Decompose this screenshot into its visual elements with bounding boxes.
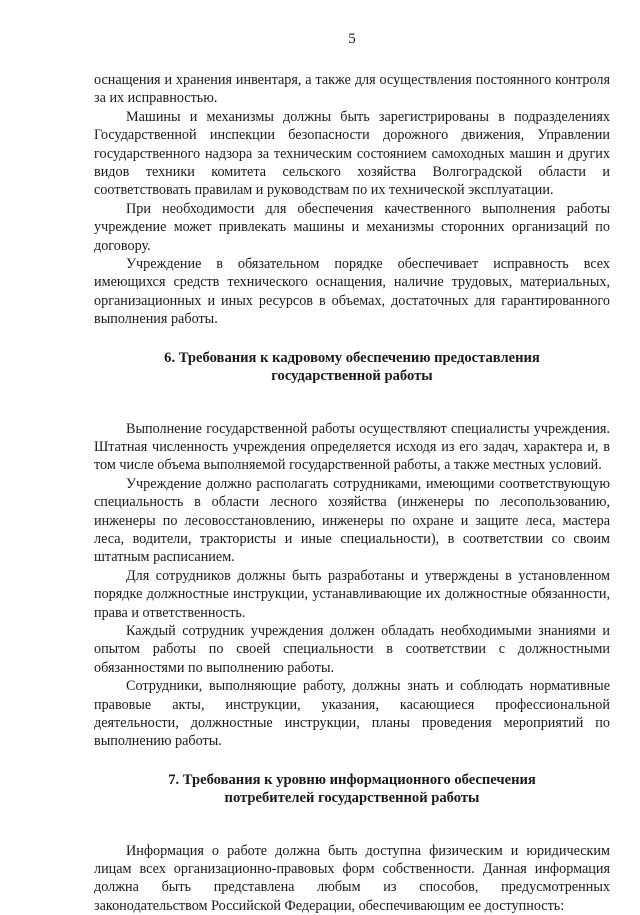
section-7-heading: 7. Требования к уровню информационного обеспечения потребителей государственной работы [168, 771, 536, 807]
document-body [94, 71, 610, 915]
paragraph: Учреждение должно располагать сотрудниками, имеющими соответствующую специальность в области лесного хозяйства (инженеры по лесопользованию, инженеры по лесовосстановлению, инженеры по охране и защите леса, мастера леса, водители, трактористы и иные специальности), в соответствии со своим штатным расписанием. [94, 475, 610, 566]
paragraph: При необходимости для обеспечения качественного выполнения работы учреждение может привлекать машины и механизмы сторонних организаций по договору. [94, 200, 610, 254]
paragraph: Каждый сотрудник учреждения должен обладать необходимыми знаниями и опытом работы по своей специальности в соответствии с должностными обязанностями по выполнению работы. [94, 622, 610, 676]
paragraph: Информация о работе должна быть доступна физическим и юридическим лицам всех организационно-правовых форм собственности. Данная информация должна быть представлена любым из способов, предусмотренных законодательством Российской Федерации, обеспечивающим ее доступность: [94, 842, 610, 914]
paragraph: Для сотрудников должны быть разработаны и утверждены в установленном порядке должностные инструкции, устанавливающие их должностные обязанности, права и ответственность. [94, 567, 610, 621]
spacer [94, 808, 610, 842]
paragraph: оснащения и хранения инвентаря, а также для осуществления постоянного контроля за их исправностью. [94, 72, 610, 107]
spacer [94, 329, 610, 349]
spacer [94, 751, 610, 771]
paragraph: Сотрудники, выполняющие работу, должны знать и соблюдать нормативные правовые акты, инструкции, указания, касающиеся профессиональной деятельности, должностные инструкции, планы проведения мероприятий по выполнению работы. [94, 678, 610, 750]
section-6-heading: 6. Требования к кадровому обеспечению предоставления государственной работы [164, 349, 540, 385]
page-number: 5 [348, 31, 356, 47]
paragraph: Учреждение в обязательном порядке обеспечивает исправность всех имеющихся средств технического оснащения, наличие трудовых, материальных, организационных и иных ресурсов в объемах, достаточных для гарантированного выполнения работы. [94, 256, 610, 328]
spacer [94, 386, 610, 420]
paragraph: Выполнение государственной работы осуществляют специалисты учреждения. Штатная численность учреждения определяется исходя из его задач, характера и, в том числе объема выполняемой государственной работы, а также местных условий. [94, 420, 610, 474]
paragraph: Машины и механизмы должны быть зарегистрированы в подразделениях Государственной инспекции безопасности дорожного движения, Управлении государственного надзора за техническим состоянием самоходных машин и других видов техники комитета сельского хозяйства Волгоградской области и соответствовать правилам и руководствам по их технической эксплуатации. [94, 108, 610, 199]
